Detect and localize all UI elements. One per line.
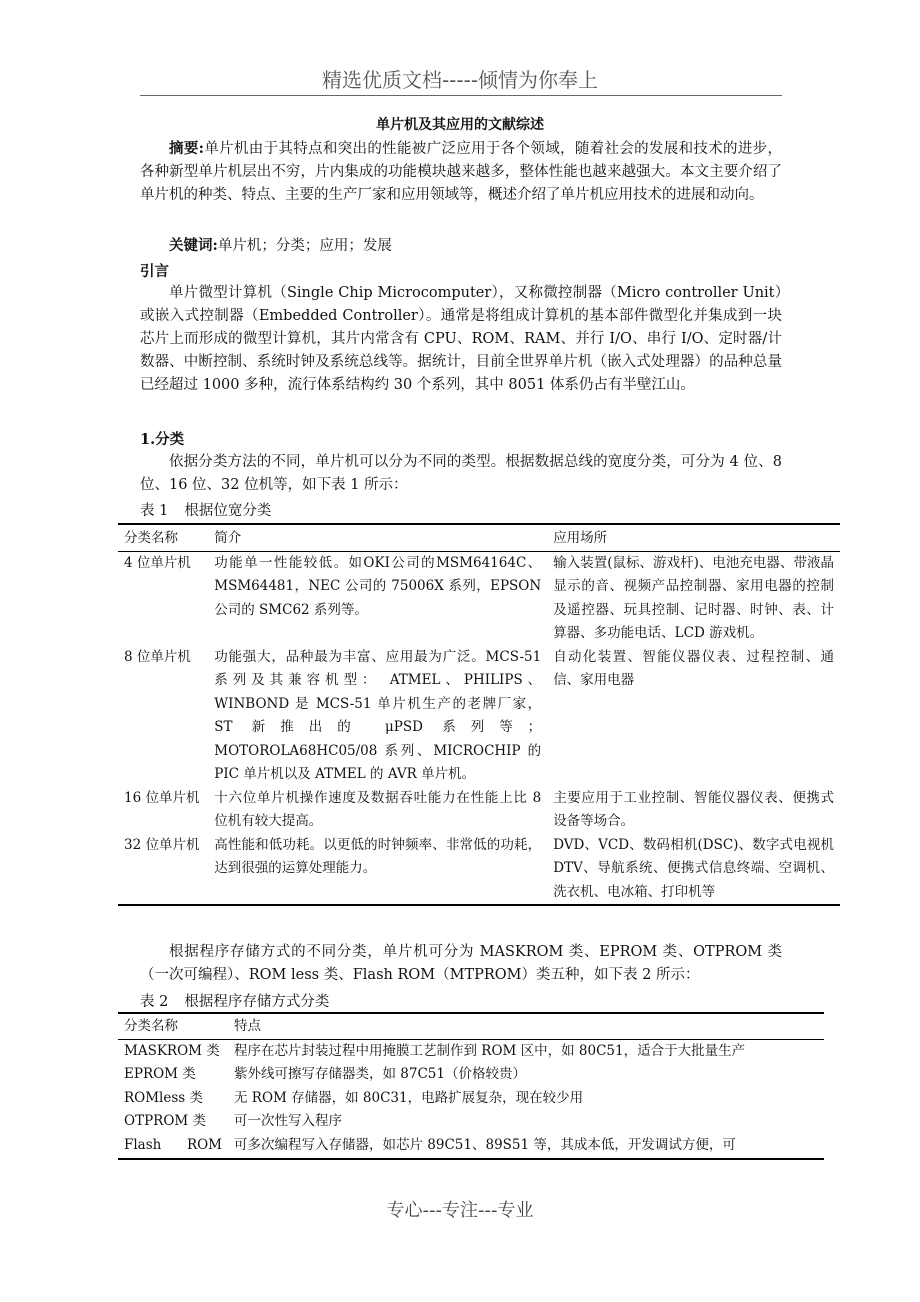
table2-caption: [140, 990, 329, 1011]
table-header-row: [118, 524, 840, 551]
document-title: 单片机及其应用的文献综述: [376, 117, 544, 133]
table-cell-application: 输入装置(鼠标、游戏杆)、电池充电器、带液晶显示的音、视频产品控制器、家用电器的控制及遥控器、玩具控制、记时器、时钟、表、计算器、多功能电话、LCD 游戏机。: [553, 554, 834, 641]
table-cell-name: 8 位单片机: [124, 648, 191, 665]
table-cell-feature: 程序在芯片封装过程中用掩膜工艺制作到 ROM 区中，如 80C51，适合于大批量生产: [234, 1042, 746, 1059]
table-cell-name: 4 位单片机: [124, 554, 191, 571]
intro-heading: 引言: [140, 263, 169, 280]
table-row: [118, 1063, 824, 1087]
keywords-label: 关键词:: [169, 237, 218, 254]
table-row: [118, 1134, 824, 1159]
table1-header-application: 应用场所: [547, 524, 840, 551]
keywords-text: 单片机；分类；应用；发展: [217, 238, 392, 254]
table-cell-application: 主要应用于工业控制、智能仪器仪表、便携式设备等场合。: [553, 789, 834, 829]
table-cell-feature: 紫外线可擦写存储器类，如 87C51（价格较贵）: [234, 1066, 526, 1082]
table1-caption: [140, 499, 271, 520]
table-bit-width: [118, 523, 840, 906]
table-cell-intro: 功能单一性能较低。如OKI公司的MSM64164C、MSM64481，NEC 公司的 75006X 系列，EPSON 公司的 SMC62 系列等。: [214, 554, 542, 618]
abstract-text: 单片机由于其特点和突出的性能被广泛应用于各个领域，随着社会的发展和技术的进步，各种新型单片机层出不穷，片内集成的功能模块越来越多，整体性能也越来越强大。本文主要介绍了单片机的种类、特点、主要的生产厂家和应用领域等，概述介绍了单片机应用技术的进展和动向。: [140, 141, 782, 203]
table-cell-name: MASKROM 类: [124, 1042, 220, 1059]
table-cell-feature: 可一次性写入程序: [234, 1113, 342, 1129]
table1-caption-text: 根据位宽分类: [184, 503, 272, 519]
page-footer: 专心---专注---专业: [386, 1200, 534, 1221]
table-row: [118, 834, 840, 906]
table-storage-type: [118, 1012, 824, 1160]
intro-paragraph: 单片微型计算机（Single Chip Microcomputer），又称微控制器（Micro controller Unit）或嵌入式控制器（Embedded Controller）。通常是将组成计算机的基本部件微型化并集成到一块芯片上而形成的微型计算机，其片内常含有 CPU、ROM、RAM、并行 I/O、串行 I/O、定时器/计数器、中断控制、系统时钟及系统总线等。据统计，目前全世界单片机（嵌入式处理器）的品种总量已经超过 1000 多种，流行体系结构约 30 个系列，其中 8051 体系仍占有半壁江山。: [140, 285, 782, 393]
abstract-label: 摘要:: [169, 140, 204, 157]
table-row: [118, 1039, 824, 1063]
keywords-paragraph: [140, 234, 782, 258]
section1-heading: 1.分类: [140, 431, 185, 448]
table2-header-feature: 特点: [228, 1013, 824, 1039]
page-header: 精选优质文档-----倾情为你奉上: [321, 68, 599, 92]
table-cell-application: 自动化装置、智能仪器仪表、过程控制、通信、家用电器: [553, 648, 834, 688]
table-cell-feature: 无 ROM 存储器，如 80C31，电路扩展复杂，现在较少用: [234, 1089, 584, 1106]
storage-paragraph: 根据程序存储方式的不同分类，单片机可分为 MASKROM 类、EPROM 类、OTPROM 类（一次可编程）、ROM less 类、Flash ROM（MTPROM）类五种，如下表 2 所示：: [140, 944, 782, 983]
table-cell-intro: 十六位单片机操作速度及数据吞吐能力在性能上比 8 位机有较大提高。: [214, 789, 542, 829]
table-row: [118, 1087, 824, 1111]
header-rule: [140, 95, 782, 96]
table-cell-name: Flash ROM: [118, 1134, 228, 1159]
table1-caption-number: 表 1: [140, 503, 169, 519]
table-cell-name: 16 位单片机: [124, 789, 200, 806]
table-cell-name: 32 位单片机: [118, 834, 208, 906]
table1-header-name: 分类名称: [118, 524, 208, 551]
table-header-row: [118, 1013, 824, 1039]
abstract-paragraph: [140, 137, 782, 207]
table-row: [118, 1110, 824, 1134]
table-cell-name: ROMless 类: [124, 1089, 204, 1106]
table2-caption-text: 根据程序存储方式分类: [184, 994, 330, 1010]
table1-header-intro: 简介: [208, 524, 547, 551]
table-row: [118, 646, 840, 787]
table-row: [118, 787, 840, 834]
table2-header-name: 分类名称: [118, 1013, 228, 1039]
table-cell-application: DVD、VCD、数码相机(DSC)、数字式电视机 DTV、导航系统、便携式信息终端、空调机、洗衣机、电冰箱、打印机等: [547, 834, 840, 906]
table-cell-name: OTPROM 类: [124, 1113, 207, 1129]
table2-caption-number: 表 2: [140, 994, 169, 1010]
section1-paragraph: 依据分类方法的不同，单片机可以分为不同的类型。根据数据总线的宽度分类，可分为 4 位、8 位、16 位、32 位机等，如下表 1 所示：: [140, 454, 782, 493]
table-cell-intro: 高性能和低功耗。以更低的时钟频率、非常低的功耗，达到很强的运算处理能力。: [208, 834, 547, 906]
table-cell-intro: 功能强大，品种最为丰富、应用最为广泛。MCS-51 系列及其兼容机型： ATMEL、PHILIPS、WINBOND 是 MCS-51 单片机生产的老牌厂家， ST 新推出的 μPSD 系列等；MOTOROLA68HC05/08 系列、MICROCHIP 的 PIC 单片机以及 ATMEL 的 AVR 单片机。: [214, 648, 542, 782]
table-cell-feature: 可多次编程写入存储器，如芯片 89C51、89S51 等，其成本低，开发调试方便，可: [228, 1134, 824, 1159]
table-cell-name: EPROM 类: [124, 1066, 196, 1082]
table-row: [118, 551, 840, 646]
